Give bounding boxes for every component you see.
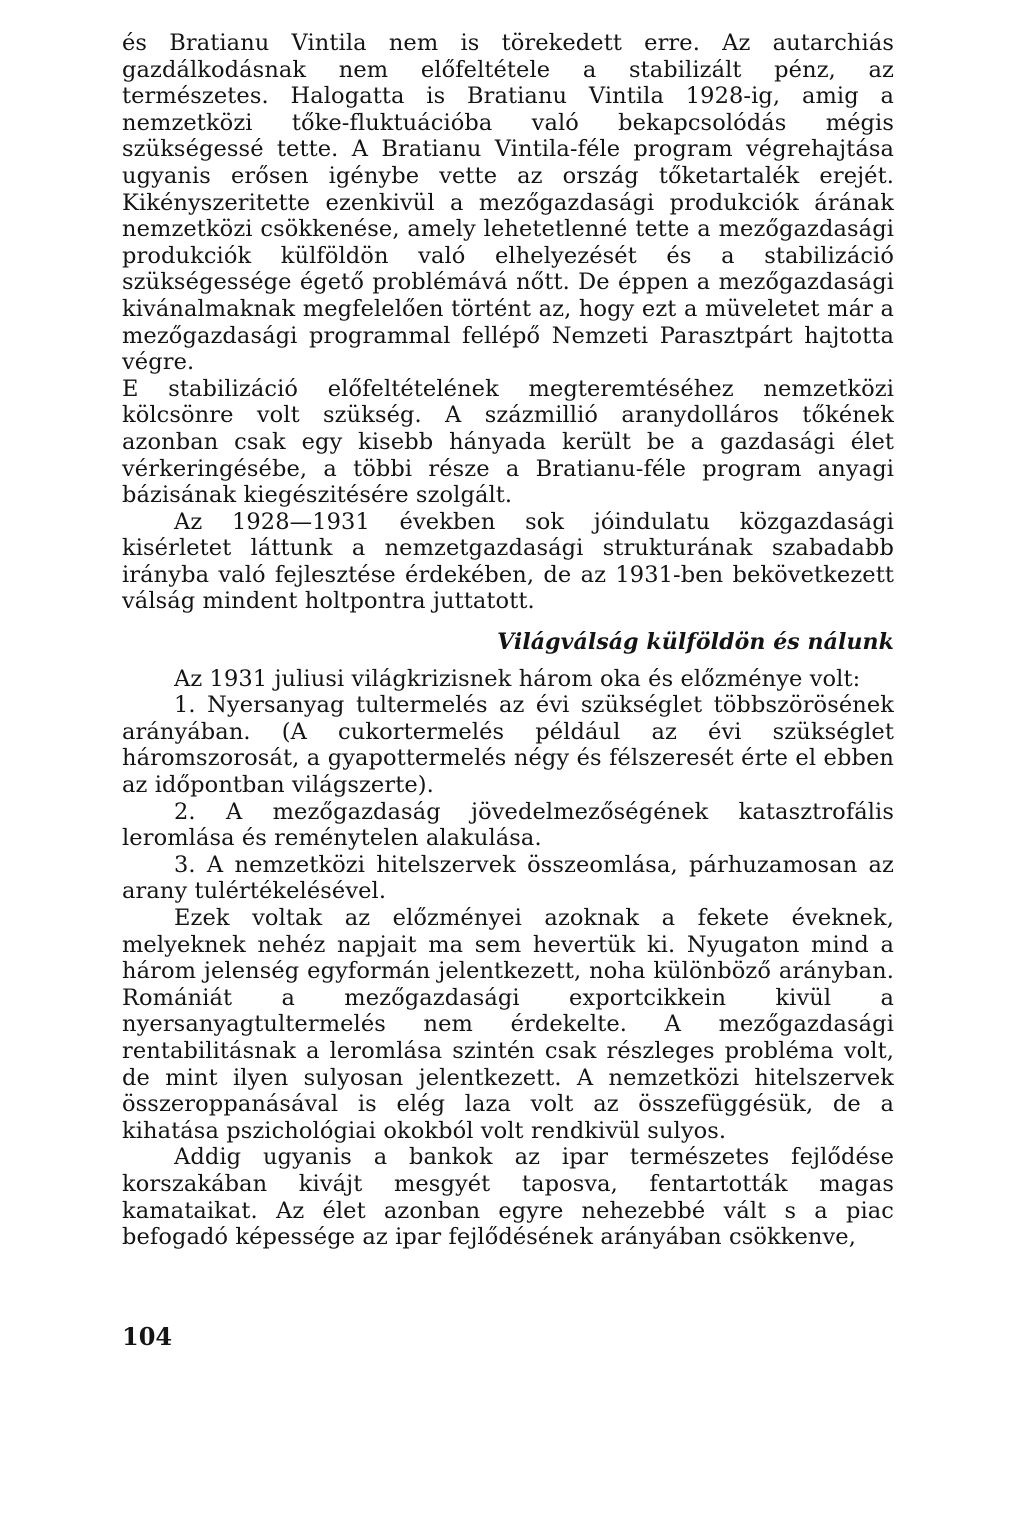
paragraph-4: Az 1931 juliusi világkrizisnek három oka és előzménye volt:	[174, 665, 861, 692]
paragraph-6: Addig ugyanis a bankok az ipar természetes fejlődése korszakában kivájt mesgyét taposva, fentartották magas kamataikat. Az élet azonban egyre nehezebbé vált s a piac befogadó képessége az ipar fejlődésének arányában csökkenve,	[122, 1144, 894, 1251]
paragraph-2: E stabilizáció előfeltételének megteremtéséhez nemzetközi kölcsönre volt szükség. A százmillió aranydolláros tőkének azonban csak egy kisebb hányada került be a gazdasági élet vérkeringésébe, a többi része a Bratianu-féle program anyagi bázisának kiegészitésére szolgált.	[122, 375, 894, 509]
section-heading: Világválság külföldön és nálunk	[497, 629, 894, 656]
paragraph-3: Az 1928—1931 években sok jóindulatu közgazdasági kisérletet láttunk a nemzetgazdasági strukturának szabadabb irányba való fejlesztése érdekében, de az 1931-ben bekövetkezett válság mindent holtpontra juttatott.	[122, 508, 894, 615]
paragraph-5: Ezek voltak az előzményei azoknak a fekete éveknek, melyeknek nehéz napjait ma sem hevertük ki. Nyugaton mind a három jelenség egyformán jelentkezett, noha különböző arányban. Romániát a mezőgazdasági exportcikkein kivül a nyersanyagtultermelés nem érdekelte. A mezőgazdasági rentabilitásnak a leromlása szintén csak részleges probléma volt, de mint ilyen sulyosan jelentkezett. A nemzetközi hitelszervek összeroppanásával is elég laza volt az összefüggésük, de a kihatása pszichológiai okokból volt rendkivül sulyos.	[122, 905, 894, 1144]
paragraph-1: és Bratianu Vintila nem is törekedett erre. Az autarchiás gazdálkodásnak nem előfeltétele a stabilizált pénz, az természetes. Halogatta is Bratianu Vintila 1928-ig, amig a nemzetközi tőke-fluktuációba való bekapcsolódás mégis szükségessé tette. A Bratianu Vintila-féle program végrehajtása ugyanis erősen igénybe vette az ország tőketartalék erejét. Kikényszeritette ezenkivül a mezőgazdasági produkciók árának nemzetközi csökkenése, amely lehetetlenné tette a mezőgazdasági produkciók külföldön való elhelyezését és a stabilizáció szükségessége égető problémává nőtt. De éppen a mezőgazdasági kivánalmaknak megfelelően történt az, hogy ezt a müveletet már a mezőgazdasági programmal fellépő Nemzeti Parasztpárt hajtotta végre.	[122, 30, 894, 376]
list-item-3: 3. A nemzetközi hitelszervek összeomlása, párhuzamosan az arany tulértékelésével.	[122, 851, 894, 905]
page-body	[122, 30, 894, 1251]
list-item-1: 1. Nyersanyag tultermelés az évi szükséglet többszörösének arányában. (A cukortermelés például az évi szükséglet háromszorosát, a gyapottermelés négy és félszeresét érte el ebben az időpontban világszerte).	[122, 692, 894, 799]
list-item-2: 2. A mezőgazdaság jövedelmezőségének katasztrofális leromlása és reménytelen alakulása.	[122, 798, 894, 852]
page-number: 104	[122, 1322, 173, 1351]
